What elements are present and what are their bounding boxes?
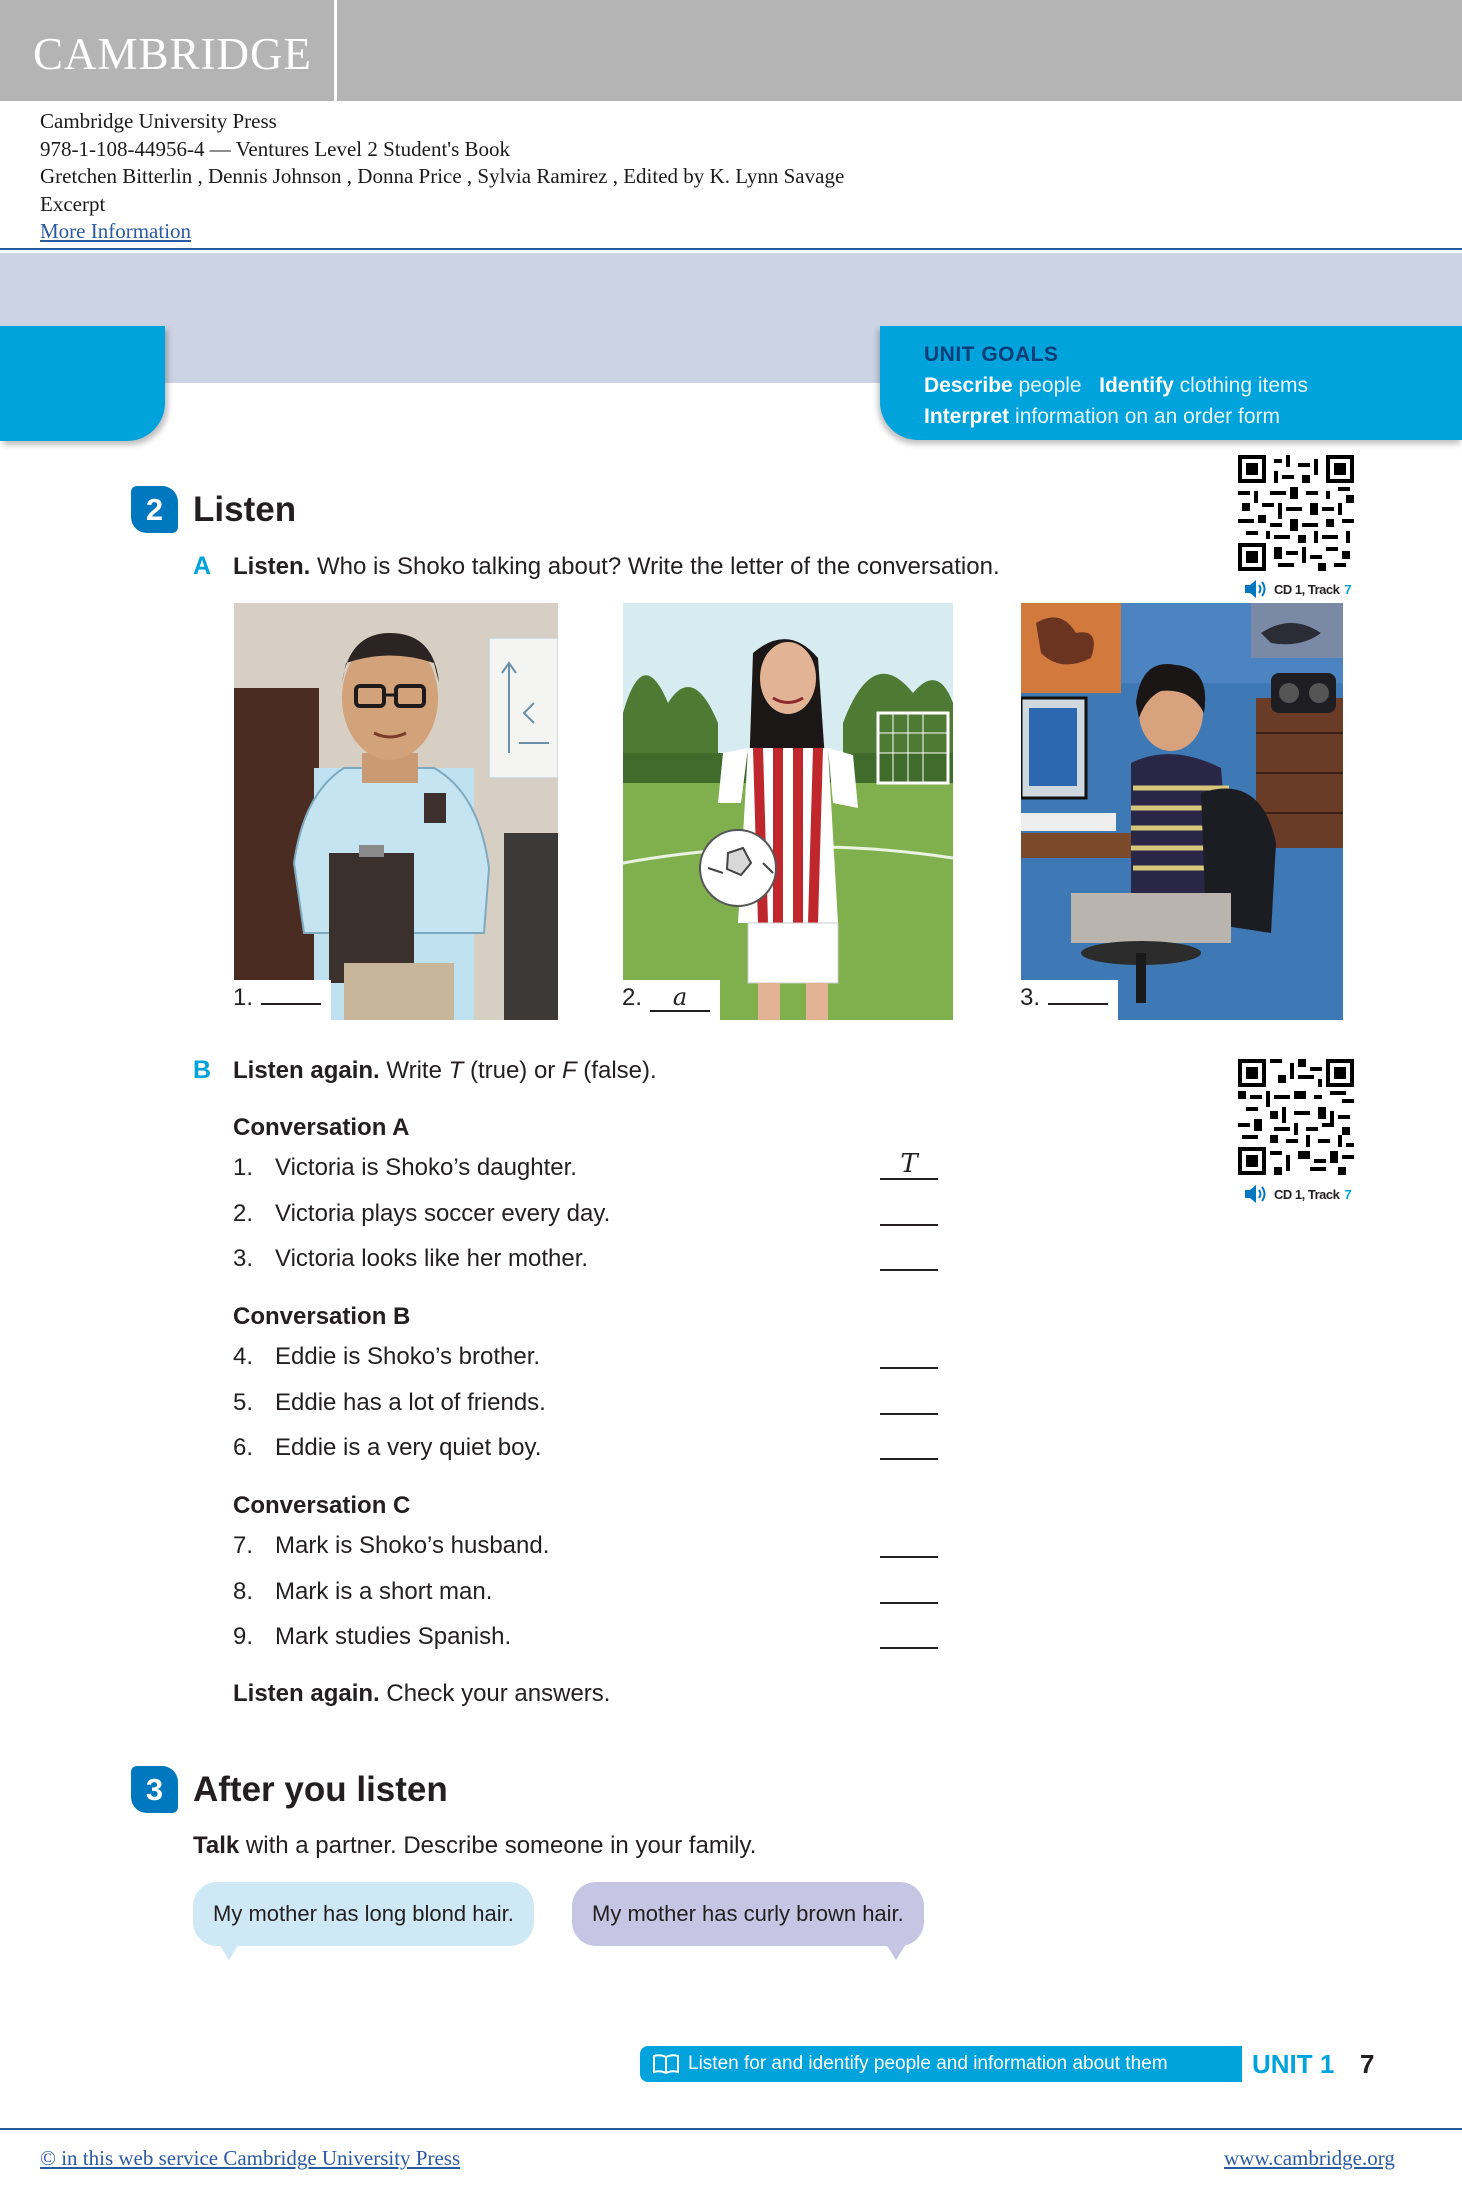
answer-blank-8[interactable]: [880, 1572, 938, 1604]
picture-1-number: 1.: [233, 984, 254, 1011]
true-letter: T: [448, 1057, 464, 1084]
picture-2-answer-blank[interactable]: a: [650, 984, 710, 1012]
lesson-objective-text: Listen for and identify people and information about them: [688, 2053, 1168, 2074]
speaker-icon: [1243, 1183, 1269, 1205]
unit-goals-title: UNIT GOALS: [924, 343, 1059, 366]
book-icon: [652, 2053, 680, 2075]
website-link[interactable]: www.cambridge.org: [1224, 2146, 1395, 2170]
statement-text: Victoria looks like her mother.: [275, 1245, 589, 1272]
qr-code-icon[interactable]: [1238, 1059, 1354, 1175]
talk-instruction: [193, 1832, 756, 1860]
talk-text: with a partner. Describe someone in your family.: [239, 1832, 757, 1859]
press-name: Cambridge University Press: [40, 109, 277, 133]
part-b-letter: B: [193, 1056, 212, 1084]
section-title-after-you-listen: After you listen: [193, 1770, 448, 1809]
conversation-b-heading: Conversation B: [233, 1303, 411, 1330]
part-a-instruction: [233, 553, 1000, 581]
unit-tab: [0, 326, 165, 441]
unit-goals-box: [880, 326, 1462, 440]
logo-box: [0, 0, 337, 101]
more-information-link[interactable]: More Information: [40, 219, 192, 243]
part-b-text-3: (false).: [576, 1057, 657, 1084]
goal-2-rest: clothing items: [1173, 374, 1309, 397]
publication-info: [40, 108, 844, 246]
statement-number: 3.: [233, 1245, 254, 1272]
statement-3: [233, 1245, 893, 1273]
qr-code-icon[interactable]: [1238, 455, 1354, 571]
part-a-text: Who is Shoko talking about? Write the letter of the conversation.: [310, 553, 1000, 580]
check-answers-lead: Listen again.: [233, 1680, 380, 1707]
answer-blank-9[interactable]: [880, 1617, 938, 1649]
statement-4: [233, 1343, 893, 1371]
speech-bubble-2: [572, 1882, 924, 1946]
speaker-icon: [1243, 578, 1269, 600]
part-b-lead: Listen again.: [233, 1057, 380, 1084]
unit-goals-line-2: [924, 401, 1462, 432]
lesson-objective-tag: [640, 2046, 1242, 2082]
publisher-bar: [0, 0, 1462, 101]
cd-track-label: CD 1, Track: [1274, 581, 1340, 597]
answer-blank-2[interactable]: [880, 1194, 938, 1226]
copyright-link[interactable]: © in this web service Cambridge University Press: [40, 2146, 461, 2170]
goal-2-verb: Identify: [1099, 374, 1174, 397]
picture-2-caption: [622, 980, 720, 1026]
picture-3-answer-blank[interactable]: [1048, 1003, 1108, 1005]
authors: Gretchen Bitterlin , Dennis Johnson , Donna Price , Sylvia Ramirez , Edited by K. Lynn Savage: [40, 164, 845, 188]
section-number-2: 2: [131, 486, 178, 533]
statement-text: Victoria is Shoko’s daughter.: [275, 1154, 577, 1181]
statement-text: Mark studies Spanish.: [275, 1623, 512, 1650]
unit-goals-line-1: [924, 370, 1462, 401]
isbn-title: 978-1-108-44956-4 — Ventures Level 2 Student's Book: [40, 136, 511, 161]
statement-text: Eddie is Shoko’s brother.: [275, 1343, 541, 1370]
part-b-text-2: (true) or: [463, 1057, 562, 1084]
picture-woman-soccer: [623, 603, 953, 1020]
statement-7: [233, 1532, 893, 1560]
talk-lead: Talk: [193, 1832, 240, 1859]
part-a-letter: A: [193, 552, 212, 580]
goal-3-rest: information on an order form: [1009, 405, 1280, 428]
audio-label-1[interactable]: [1243, 578, 1351, 600]
picture-3-caption: [1020, 980, 1118, 1026]
statement-number: 4.: [233, 1343, 254, 1370]
page-number: 7: [1360, 2049, 1375, 2079]
statement-text: Mark is Shoko’s husband.: [275, 1532, 550, 1559]
part-a-lead: Listen.: [233, 553, 311, 580]
section-title-listen: Listen: [193, 490, 297, 529]
answer-blank-3[interactable]: [880, 1239, 938, 1271]
speech-bubble-1: [193, 1882, 534, 1946]
answer-blank-6[interactable]: [880, 1428, 938, 1460]
statement-1: [233, 1154, 893, 1182]
statement-2: [233, 1200, 893, 1228]
statement-8: [233, 1578, 893, 1606]
goal-3-verb: Interpret: [924, 405, 1010, 428]
picture-man-clipboard: [234, 603, 558, 1020]
statement-number: 6.: [233, 1434, 254, 1461]
bubble-tail: [219, 1944, 239, 1960]
statement-number: 5.: [233, 1389, 254, 1416]
header-divider: [0, 248, 1462, 250]
picture-1-answer-blank[interactable]: [261, 1003, 321, 1005]
statement-6: [233, 1434, 893, 1462]
statement-text: Mark is a short man.: [275, 1578, 493, 1605]
picture-3-number: 3.: [1020, 984, 1041, 1011]
statement-number: 2.: [233, 1200, 254, 1227]
picture-man-computer: [1021, 603, 1343, 1020]
statement-5: [233, 1389, 893, 1417]
bubble-tail: [886, 1944, 906, 1960]
picture-1-caption: [233, 980, 331, 1026]
conversation-c-heading: Conversation C: [233, 1492, 411, 1519]
excerpt-label: Excerpt: [40, 191, 106, 216]
cd-track-number: 7: [1344, 581, 1352, 597]
check-answers-instruction: [233, 1680, 610, 1708]
speech-bubble-text: My mother has curly brown hair.: [592, 1901, 904, 1926]
answer-blank-5[interactable]: [880, 1383, 938, 1415]
statement-number: 8.: [233, 1578, 254, 1605]
part-b-text-1: Write: [379, 1057, 449, 1084]
check-answers-text: Check your answers.: [379, 1680, 611, 1707]
part-b-instruction: [233, 1057, 657, 1085]
footer-divider: [0, 2128, 1462, 2130]
statement-text: Eddie is a very quiet boy.: [275, 1434, 542, 1461]
statement-number: 1.: [233, 1154, 254, 1181]
picture-2-number: 2.: [622, 984, 643, 1011]
section-number-3: 3: [131, 1766, 178, 1813]
statement-number: 9.: [233, 1623, 254, 1650]
cd-track-number: 7: [1344, 1186, 1352, 1202]
audio-label-2[interactable]: [1243, 1183, 1351, 1205]
false-letter: F: [561, 1057, 577, 1084]
cd-track-label: CD 1, Track: [1274, 1186, 1340, 1202]
cambridge-logo: CAMBRIDGE: [33, 29, 313, 79]
answer-blank-7[interactable]: [880, 1526, 938, 1558]
statement-number: 7.: [233, 1532, 254, 1559]
goal-1-verb: Describe: [924, 374, 1013, 397]
unit-label: UNIT 1: [1252, 2049, 1335, 2079]
statement-9: [233, 1623, 893, 1651]
goal-1-rest: people: [1012, 374, 1082, 397]
answer-blank-1[interactable]: T: [880, 1148, 938, 1180]
conversation-a-heading: Conversation A: [233, 1114, 410, 1141]
speech-bubble-text: My mother has long blond hair.: [213, 1901, 514, 1926]
answer-blank-4[interactable]: [880, 1337, 938, 1369]
statement-text: Eddie has a lot of friends.: [275, 1389, 546, 1416]
statement-text: Victoria plays soccer every day.: [275, 1200, 611, 1227]
